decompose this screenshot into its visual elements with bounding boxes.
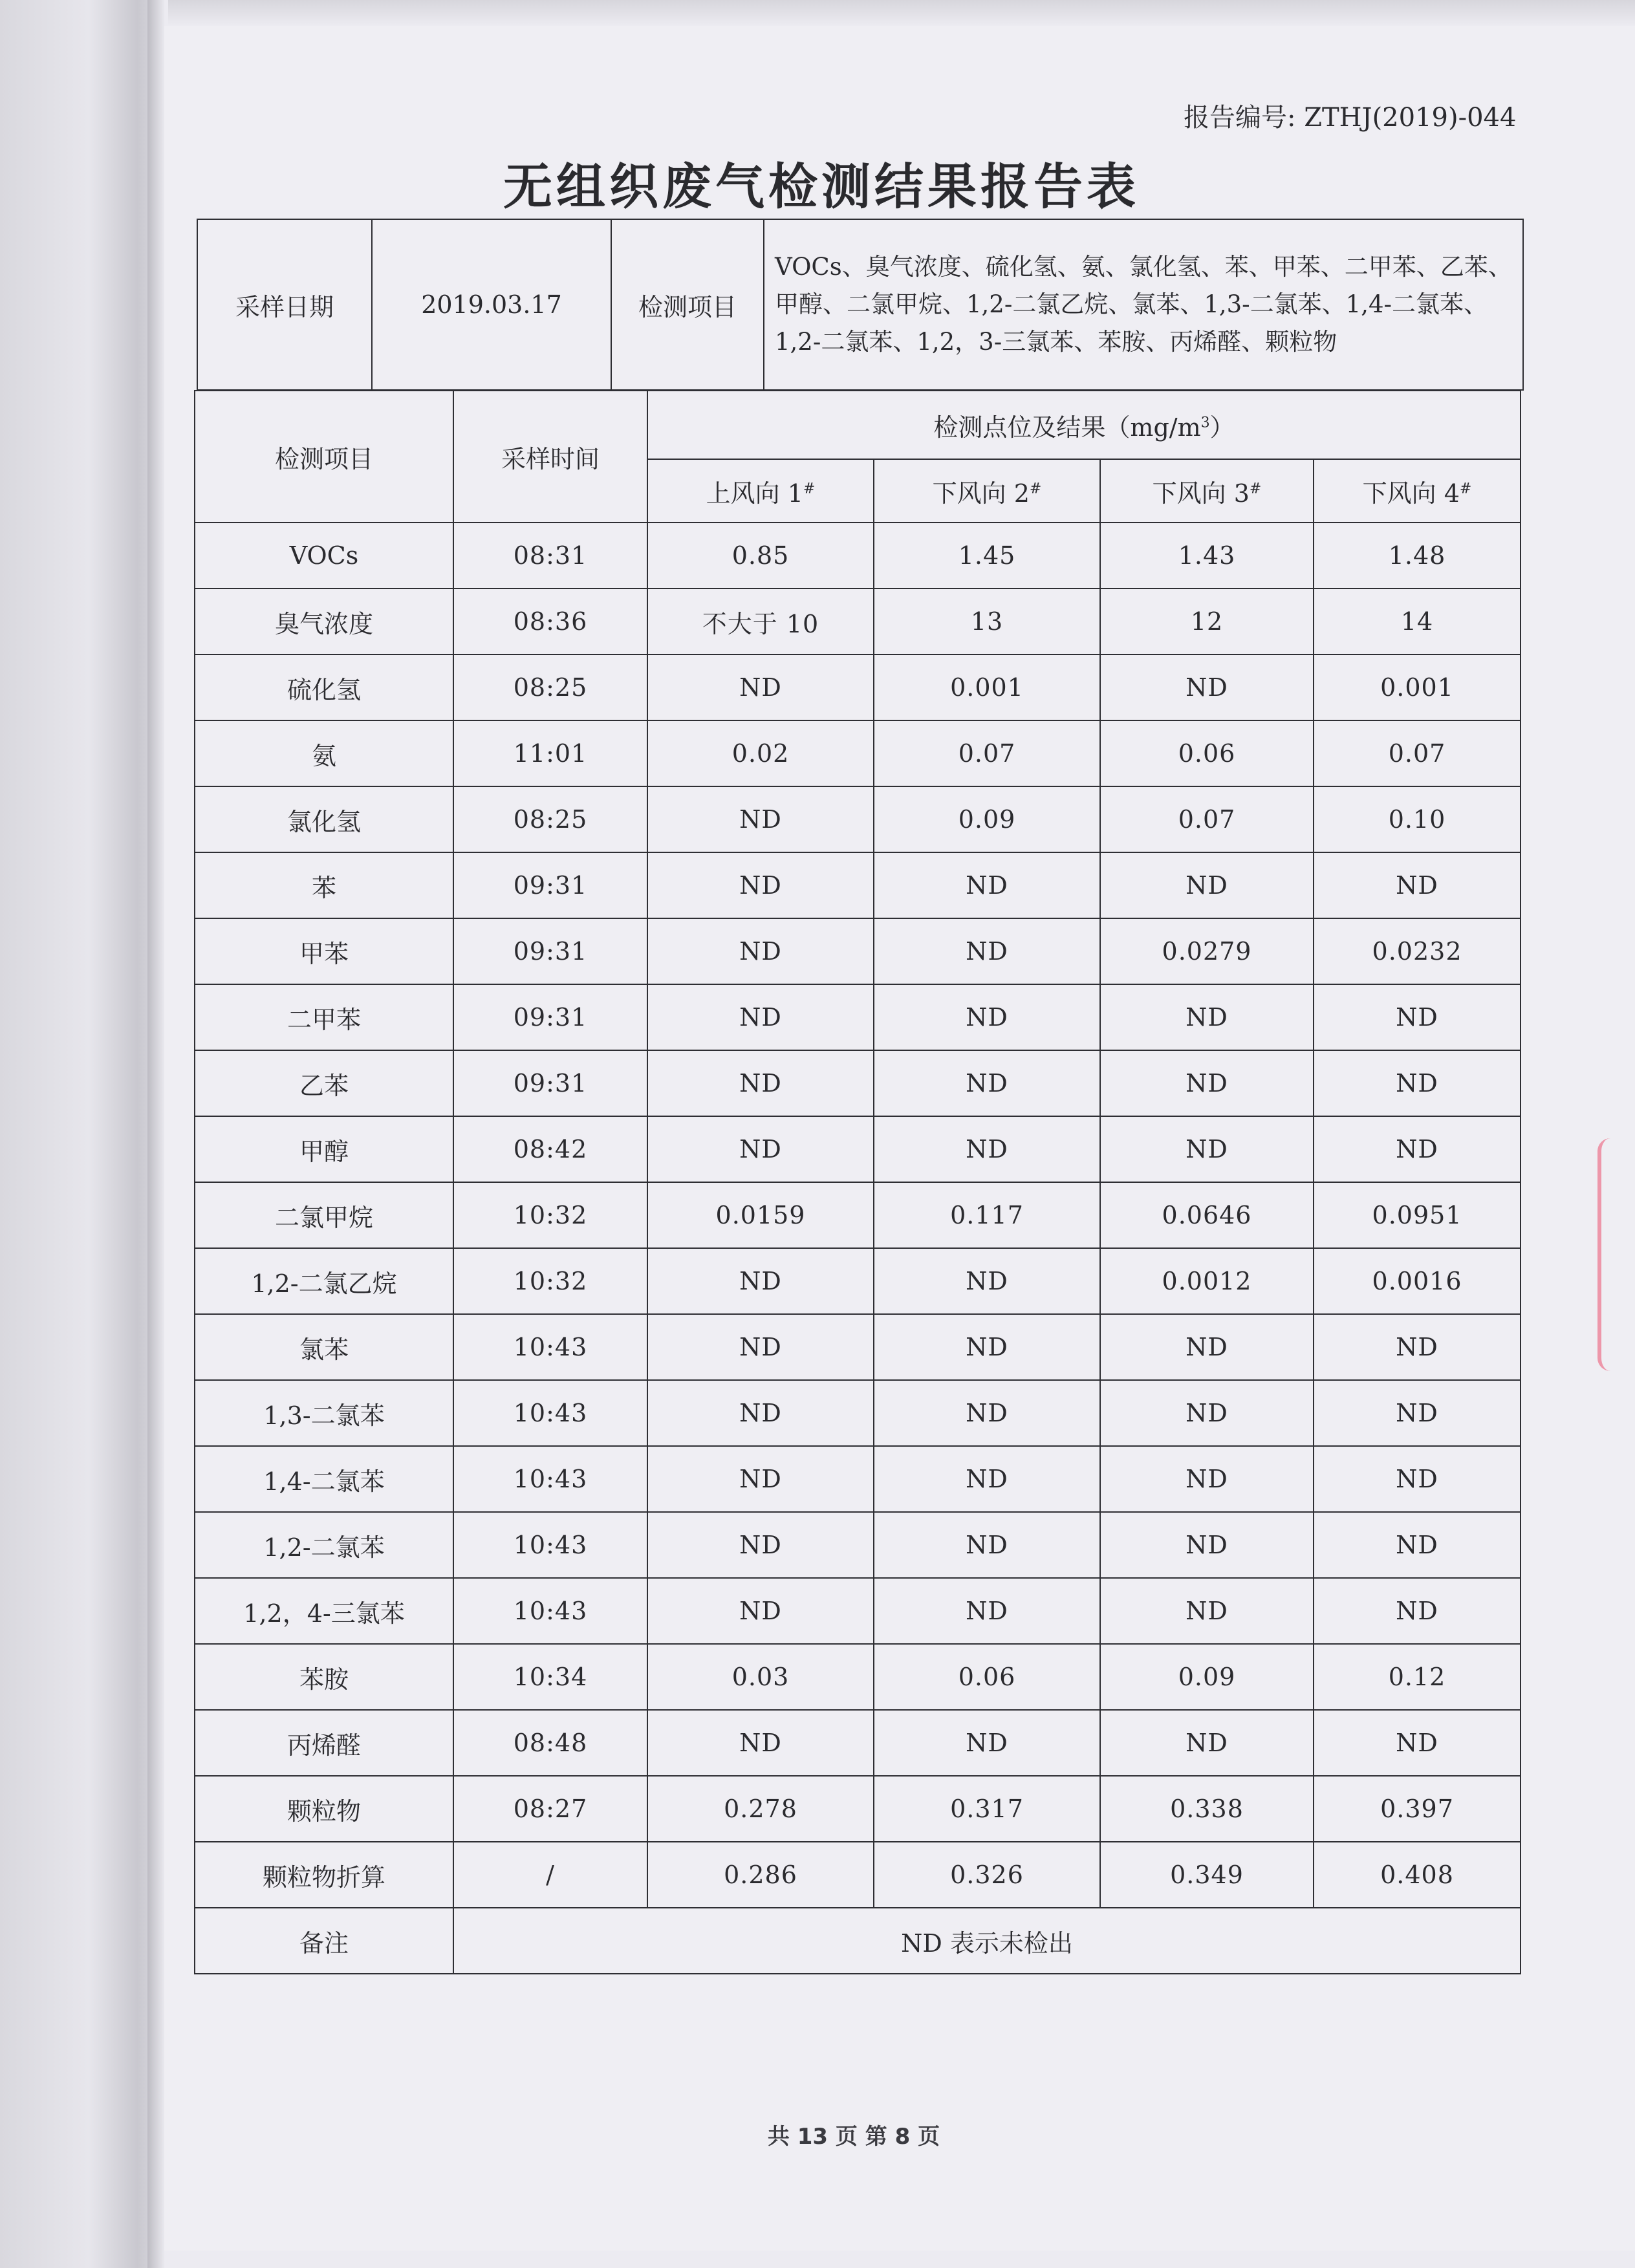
row-sample-time: 09:31 xyxy=(453,918,647,984)
row-value-v1: ND xyxy=(647,1380,874,1446)
row-item-name: 1,4-二氯苯 xyxy=(195,1446,453,1512)
row-value-v3: ND xyxy=(1100,1512,1314,1578)
row-item-name: 乙苯 xyxy=(195,1050,453,1116)
row-value-v3: ND xyxy=(1100,1710,1314,1776)
table-row xyxy=(195,654,1521,720)
row-value-v1: ND xyxy=(647,1512,874,1578)
row-sample-time: 08:25 xyxy=(453,786,647,852)
row-value-v2: ND xyxy=(874,1710,1100,1776)
row-value-v4: 0.07 xyxy=(1314,720,1521,786)
row-value-v3: ND xyxy=(1100,852,1314,918)
table-row xyxy=(195,1182,1521,1248)
row-value-v3: 0.0279 xyxy=(1100,918,1314,984)
table-row xyxy=(195,523,1521,589)
row-value-v4: ND xyxy=(1314,852,1521,918)
page-edge xyxy=(147,0,164,2268)
row-value-v1: 0.0159 xyxy=(647,1182,874,1248)
row-value-v1: ND xyxy=(647,1248,874,1314)
row-sample-time: 10:43 xyxy=(453,1446,647,1512)
row-item-name: 颗粒物 xyxy=(195,1776,453,1842)
table-row xyxy=(195,786,1521,852)
table-row xyxy=(195,1380,1521,1446)
row-value-v4: ND xyxy=(1314,1314,1521,1380)
row-value-v1: ND xyxy=(647,786,874,852)
row-item-name: 1,3-二氯苯 xyxy=(195,1380,453,1446)
row-value-v4: 0.001 xyxy=(1314,654,1521,720)
remark-label: 备注 xyxy=(195,1908,453,1974)
row-value-v1: ND xyxy=(647,1116,874,1182)
row-value-v4: ND xyxy=(1314,1050,1521,1116)
table-row xyxy=(195,1446,1521,1512)
row-value-v1: ND xyxy=(647,984,874,1050)
row-value-v1: ND xyxy=(647,1710,874,1776)
point-mark: # xyxy=(1029,480,1042,497)
sample-date-label: 采样日期 xyxy=(197,219,372,390)
row-item-name: 氯苯 xyxy=(195,1314,453,1380)
row-item-name: 颗粒物折算 xyxy=(195,1842,453,1908)
col-header-point-4 xyxy=(1314,459,1521,523)
row-sample-time: 08:31 xyxy=(453,523,647,589)
row-value-v1: ND xyxy=(647,1314,874,1380)
table-row xyxy=(195,1116,1521,1182)
row-value-v4: 1.48 xyxy=(1314,523,1521,589)
row-value-v2: 1.45 xyxy=(874,523,1100,589)
row-sample-time: 10:43 xyxy=(453,1512,647,1578)
row-value-v3: ND xyxy=(1100,654,1314,720)
table-row xyxy=(195,984,1521,1050)
row-item-name: 甲苯 xyxy=(195,918,453,984)
row-sample-time: 09:31 xyxy=(453,1050,647,1116)
row-value-v2: ND xyxy=(874,852,1100,918)
row-sample-time: 10:43 xyxy=(453,1314,647,1380)
row-sample-time: 08:48 xyxy=(453,1710,647,1776)
row-value-v4: ND xyxy=(1314,1116,1521,1182)
row-value-v3: ND xyxy=(1100,1116,1314,1182)
row-value-v4: ND xyxy=(1314,984,1521,1050)
row-value-v1: ND xyxy=(647,1446,874,1512)
row-value-v3: 0.338 xyxy=(1100,1776,1314,1842)
row-value-v4: 0.10 xyxy=(1314,786,1521,852)
results-table xyxy=(194,390,1521,1974)
row-value-v2: ND xyxy=(874,1314,1100,1380)
row-value-v2: 0.09 xyxy=(874,786,1100,852)
row-value-v4: 14 xyxy=(1314,589,1521,654)
row-value-v3: 0.07 xyxy=(1100,786,1314,852)
row-value-v2: 0.07 xyxy=(874,720,1100,786)
row-item-name: 硫化氢 xyxy=(195,654,453,720)
row-sample-time: 09:31 xyxy=(453,984,647,1050)
row-value-v4: ND xyxy=(1314,1380,1521,1446)
row-item-name: 氨 xyxy=(195,720,453,786)
row-value-v2: 0.117 xyxy=(874,1182,1100,1248)
row-item-name: 苯胺 xyxy=(195,1644,453,1710)
row-value-v3: 0.06 xyxy=(1100,720,1314,786)
point-name: 下风向 3 xyxy=(1152,479,1250,508)
row-value-v3: 0.0012 xyxy=(1100,1248,1314,1314)
row-value-v2: ND xyxy=(874,1248,1100,1314)
col-header-item: 检测项目 xyxy=(195,391,453,523)
row-value-v3: 12 xyxy=(1100,589,1314,654)
col-header-points xyxy=(647,391,1521,459)
row-value-v2: ND xyxy=(874,1446,1100,1512)
header-table xyxy=(197,219,1524,391)
row-value-v1: 0.02 xyxy=(647,720,874,786)
table-row xyxy=(195,1050,1521,1116)
row-value-v4: 0.397 xyxy=(1314,1776,1521,1842)
row-value-v1: ND xyxy=(647,1578,874,1644)
items-label: 检测项目 xyxy=(611,219,764,390)
row-value-v2: ND xyxy=(874,1116,1100,1182)
page-footer: 共 13 页 第 8 页 xyxy=(767,2124,940,2150)
row-value-v2: 13 xyxy=(874,589,1100,654)
row-value-v1: ND xyxy=(647,918,874,984)
row-value-v1: 0.85 xyxy=(647,523,874,589)
table-row xyxy=(195,1578,1521,1644)
page-title: 无组织废气检测结果报告表 xyxy=(503,158,1140,215)
row-value-v3: 0.09 xyxy=(1100,1644,1314,1710)
row-item-name: 1,2-二氯乙烷 xyxy=(195,1248,453,1314)
table-row xyxy=(195,589,1521,654)
row-value-v2: ND xyxy=(874,1512,1100,1578)
row-value-v4: 0.408 xyxy=(1314,1842,1521,1908)
row-value-v4: ND xyxy=(1314,1512,1521,1578)
col-header-points-tail: ） xyxy=(1209,413,1235,442)
row-value-v1: 不大于 10 xyxy=(647,589,874,654)
row-item-name: 1,2-二氯苯 xyxy=(195,1512,453,1578)
point-mark: # xyxy=(1459,480,1472,497)
row-value-v2: ND xyxy=(874,918,1100,984)
table-row xyxy=(195,918,1521,984)
table-row xyxy=(195,1248,1521,1314)
row-sample-time: 10:43 xyxy=(453,1578,647,1644)
table-row xyxy=(195,1512,1521,1578)
row-item-name: 丙烯醛 xyxy=(195,1710,453,1776)
table-row xyxy=(195,852,1521,918)
row-value-v2: ND xyxy=(874,1050,1100,1116)
row-sample-time: 08:36 xyxy=(453,589,647,654)
row-value-v4: 0.12 xyxy=(1314,1644,1521,1710)
row-value-v4: 0.0016 xyxy=(1314,1248,1521,1314)
table-row xyxy=(195,1644,1521,1710)
row-item-name: 臭气浓度 xyxy=(195,589,453,654)
row-value-v1: 0.03 xyxy=(647,1644,874,1710)
sample-date: 2019.03.17 xyxy=(372,219,611,390)
point-mark: # xyxy=(1249,480,1262,497)
point-name: 下风向 2 xyxy=(932,479,1030,508)
point-name: 下风向 4 xyxy=(1362,479,1460,508)
row-sample-time: 08:25 xyxy=(453,654,647,720)
col-header-point-1 xyxy=(647,459,874,523)
row-sample-time: 10:32 xyxy=(453,1182,647,1248)
report-number: 报告编号: ZTHJ(2019)-044 xyxy=(1184,103,1517,133)
row-value-v4: ND xyxy=(1314,1446,1521,1512)
row-sample-time: 10:43 xyxy=(453,1380,647,1446)
row-sample-time: 08:27 xyxy=(453,1776,647,1842)
row-item-name: 二氯甲烷 xyxy=(195,1182,453,1248)
row-sample-time: 10:32 xyxy=(453,1248,647,1314)
row-value-v2: 0.326 xyxy=(874,1842,1100,1908)
red-seal-fragment xyxy=(1597,1138,1627,1371)
row-value-v1: 0.278 xyxy=(647,1776,874,1842)
row-value-v4: ND xyxy=(1314,1710,1521,1776)
row-value-v3: ND xyxy=(1100,1314,1314,1380)
row-value-v2: ND xyxy=(874,1578,1100,1644)
row-value-v4: 0.0951 xyxy=(1314,1182,1521,1248)
remark-text: ND 表示未检出 xyxy=(453,1908,1521,1974)
table-row xyxy=(195,1842,1521,1908)
row-value-v4: 0.0232 xyxy=(1314,918,1521,984)
point-name: 上风向 1 xyxy=(706,479,803,508)
col-header-time: 采样时间 xyxy=(453,391,647,523)
table-row xyxy=(195,1314,1521,1380)
table-row xyxy=(195,720,1521,786)
row-item-name: 苯 xyxy=(195,852,453,918)
col-header-points-sup: 3 xyxy=(1200,414,1210,431)
row-item-name: 甲醇 xyxy=(195,1116,453,1182)
row-value-v2: 0.001 xyxy=(874,654,1100,720)
row-value-v1: ND xyxy=(647,852,874,918)
col-header-point-3 xyxy=(1100,459,1314,523)
row-value-v2: ND xyxy=(874,1380,1100,1446)
row-value-v3: 1.43 xyxy=(1100,523,1314,589)
binding-spine xyxy=(0,0,162,2268)
row-value-v3: ND xyxy=(1100,1578,1314,1644)
row-value-v3: ND xyxy=(1100,984,1314,1050)
row-value-v2: 0.317 xyxy=(874,1776,1100,1842)
row-value-v1: 0.286 xyxy=(647,1842,874,1908)
items-list: VOCs、臭气浓度、硫化氢、氨、氯化氢、苯、甲苯、二甲苯、乙苯、甲醇、二氯甲烷、1,2-二氯乙烷、氯苯、1,3-二氯苯、1,4-二氯苯、1,2-二氯苯、1,2，3-三氯苯、苯胺、丙烯醛、颗粒物 xyxy=(764,219,1523,390)
page-top-shadow xyxy=(168,0,1635,26)
row-value-v1: ND xyxy=(647,654,874,720)
table-row xyxy=(195,1710,1521,1776)
row-value-v3: 0.0646 xyxy=(1100,1182,1314,1248)
row-sample-time: / xyxy=(453,1842,647,1908)
point-mark: # xyxy=(803,480,816,497)
row-value-v1: ND xyxy=(647,1050,874,1116)
row-item-name: 氯化氢 xyxy=(195,786,453,852)
row-sample-time: 10:34 xyxy=(453,1644,647,1710)
remark-row xyxy=(195,1908,1521,1974)
row-sample-time: 11:01 xyxy=(453,720,647,786)
col-header-points-text: 检测点位及结果（mg/m xyxy=(933,413,1201,442)
row-item-name: VOCs xyxy=(195,523,453,589)
row-value-v3: ND xyxy=(1100,1446,1314,1512)
row-value-v3: ND xyxy=(1100,1380,1314,1446)
row-sample-time: 08:42 xyxy=(453,1116,647,1182)
row-value-v2: ND xyxy=(874,984,1100,1050)
row-value-v4: ND xyxy=(1314,1578,1521,1644)
row-value-v3: ND xyxy=(1100,1050,1314,1116)
row-value-v3: 0.349 xyxy=(1100,1842,1314,1908)
col-header-point-2 xyxy=(874,459,1100,523)
row-value-v2: 0.06 xyxy=(874,1644,1100,1710)
row-sample-time: 09:31 xyxy=(453,852,647,918)
table-row xyxy=(195,1776,1521,1842)
row-item-name: 二甲苯 xyxy=(195,984,453,1050)
row-item-name: 1,2，4-三氯苯 xyxy=(195,1578,453,1644)
